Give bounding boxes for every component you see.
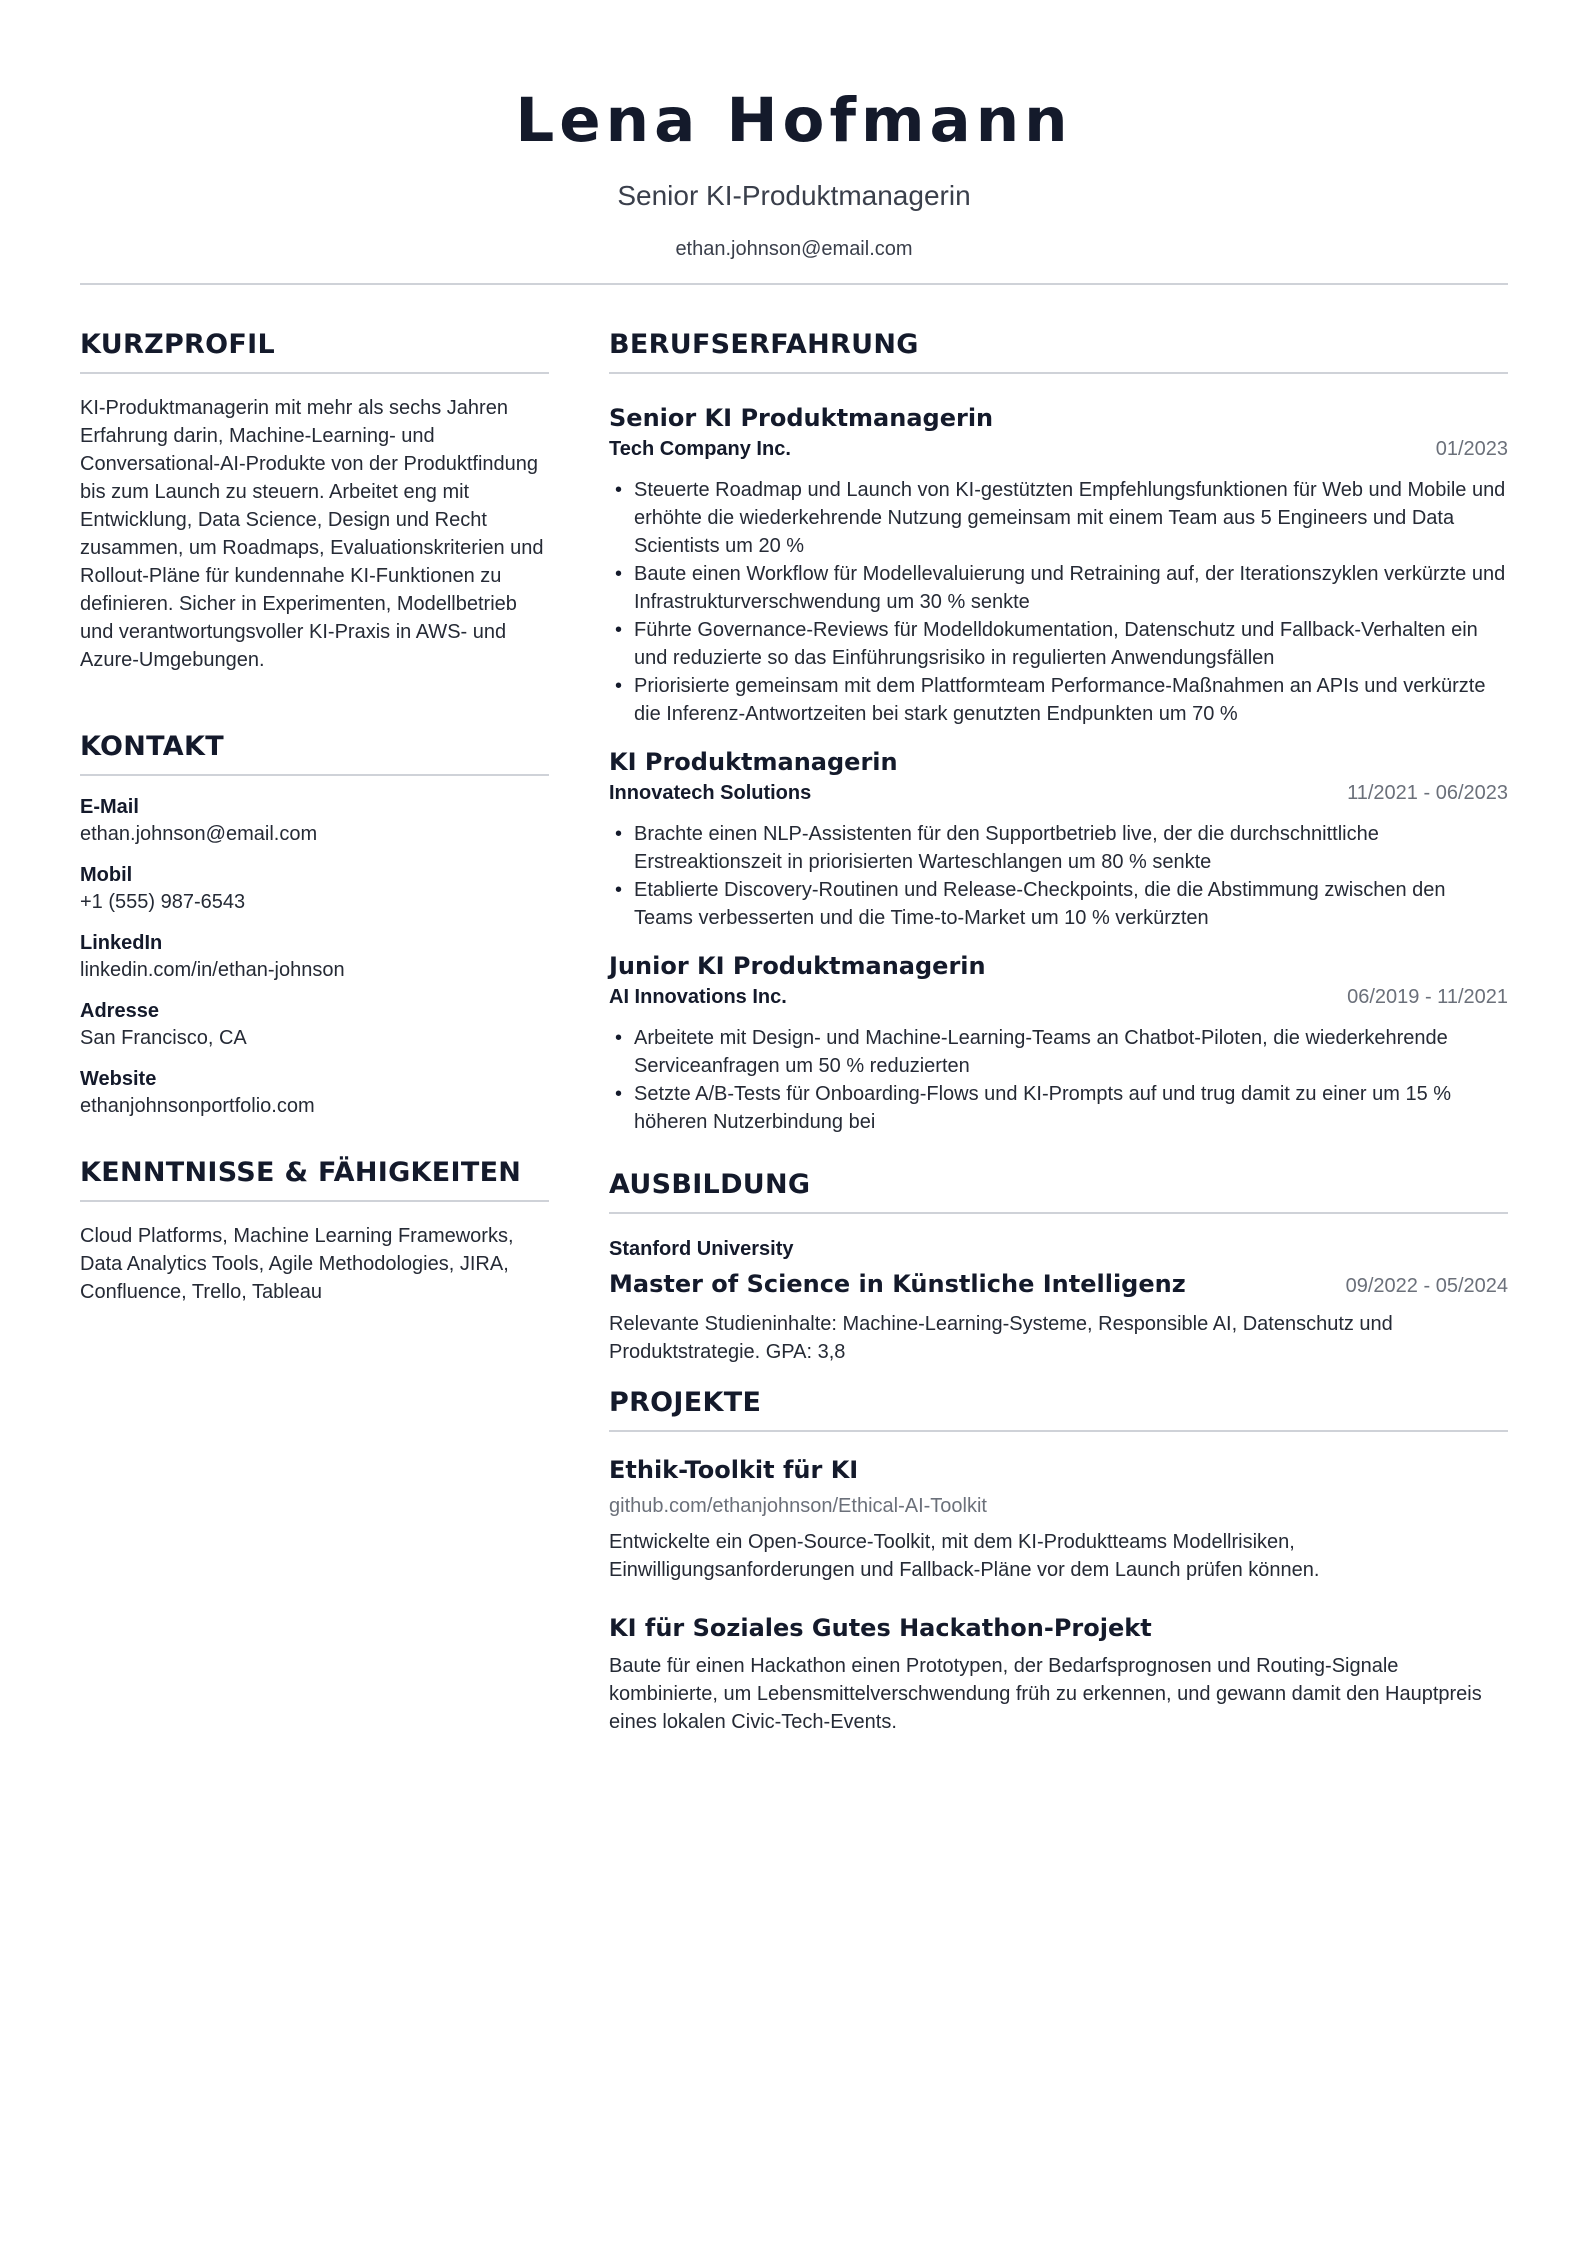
skills-text: Cloud Platforms, Machine Learning Frameworks, Data Analytics Tools, Agile Methodologies, JIRA, Confluence, Trello, Tableau <box>80 1225 514 1303</box>
section-title-skills: KENNTNISSE & FÄHIGKEITEN <box>80 1157 522 1188</box>
header-email: ethan.johnson@email.com <box>675 238 913 260</box>
job-bullets <box>609 476 1508 728</box>
right-column <box>609 322 1508 1736</box>
job-title: Junior KI Produktmanagerin <box>609 952 986 980</box>
section-title-experience: BERUFSERFAHRUNG <box>609 329 919 360</box>
resume-header <box>80 78 1508 262</box>
job-bullet: • Arbeitete mit Design- und Machine-Learning-Teams an Chatbot-Piloten, die wiederkehrende Serviceanfragen um 50 % reduzierten <box>609 1024 1508 1080</box>
section-divider <box>80 1200 549 1202</box>
header-divider <box>80 283 1508 285</box>
contact-item-address <box>80 998 549 1052</box>
skills-section <box>80 1150 549 1306</box>
job-bullet: • Setzte A/B-Tests für Onboarding-Flows und KI-Prompts auf und trug damit zu einer um 15 % höheren Nutzerbindung bei <box>609 1080 1508 1136</box>
project-entry <box>609 1612 1508 1736</box>
job-title: Senior KI Produktmanagerin <box>609 404 994 432</box>
project-entry <box>609 1454 1508 1584</box>
contact-phone-link[interactable]: +1 (555) 987-6543 <box>80 891 246 913</box>
job-date: 11/2021 - 06/2023 <box>1347 782 1508 804</box>
contact-label: E-Mail <box>80 796 139 818</box>
contact-email-link[interactable]: ethan.johnson@email.com <box>80 823 318 845</box>
contact-address: San Francisco, CA <box>80 1027 247 1049</box>
contact-list <box>80 794 549 1120</box>
job-bullet: • Führte Governance-Reviews für Modelldokumentation, Datenschutz und Fallback-Verhalten ein und reduzierte so das Einführungsrisiko in regulierten Anwendungsfällen <box>609 616 1508 672</box>
education-section <box>609 1162 1508 1366</box>
job-bullets <box>609 1024 1508 1136</box>
project-title: Ethik-Toolkit für KI <box>609 1456 859 1484</box>
job-meta <box>609 436 1508 462</box>
job-entry <box>609 402 1508 728</box>
contact-linkedin-link[interactable]: linkedin.com/in/ethan-johnson <box>80 959 345 981</box>
job-company: Innovatech Solutions <box>609 782 812 804</box>
section-divider <box>609 1212 1508 1214</box>
contact-label: Adresse <box>80 1000 159 1022</box>
contact-item-website <box>80 1066 549 1120</box>
job-bullets <box>609 820 1508 932</box>
job-entry <box>609 746 1508 932</box>
contact-item-linkedin <box>80 930 549 984</box>
contact-item-phone <box>80 862 549 916</box>
job-company: AI Innovations Inc. <box>609 986 787 1008</box>
job-title: KI Produktmanagerin <box>609 748 898 776</box>
section-divider <box>80 372 549 374</box>
contact-item-email <box>80 794 549 848</box>
job-company: Tech Company Inc. <box>609 438 791 460</box>
job-bullet: • Brachte einen NLP-Assistenten für den Supportbetrieb live, der die durchschnittliche Erstreaktionszeit in priorisierten Warteschlangen um 80 % senkte <box>609 820 1508 876</box>
contact-label: LinkedIn <box>80 932 163 954</box>
section-title-summary: KURZPROFIL <box>80 329 275 360</box>
section-title-contact: KONTAKT <box>80 731 224 762</box>
job-bullet: • Etablierte Discovery-Routinen und Release-Checkpoints, die die Abstimmung zwischen den Teams verbesserten und die Time-to-Market um 10 % verkürzten <box>609 876 1508 932</box>
contact-section <box>80 724 549 1120</box>
job-bullet: • Priorisierte gemeinsam mit dem Plattformteam Performance-Maßnahmen an APIs und verkürzte die Inferenz-Antwortzeiten bei stark genutzten Endpunkten um 70 % <box>609 672 1508 728</box>
section-divider <box>609 372 1508 374</box>
left-column <box>80 322 549 1306</box>
section-divider <box>80 774 549 776</box>
candidate-headline: Senior KI-Produktmanagerin <box>617 180 971 211</box>
job-date: 06/2019 - 11/2021 <box>1347 986 1508 1008</box>
contact-label: Website <box>80 1068 157 1090</box>
education-date: 09/2022 - 05/2024 <box>1345 1275 1508 1297</box>
education-details: Relevante Studieninhalte: Machine-Learning-Systeme, Responsible AI, Datenschutz und Produktstrategie. GPA: 3,8 <box>609 1313 1393 1363</box>
project-title: KI für Soziales Gutes Hackathon-Projekt <box>609 1614 1152 1642</box>
education-row <box>609 1268 1508 1300</box>
job-entry <box>609 950 1508 1136</box>
contact-label: Mobil <box>80 864 133 886</box>
contact-website-link[interactable]: ethanjohnsonportfolio.com <box>80 1095 315 1117</box>
job-meta <box>609 984 1508 1010</box>
projects-section <box>609 1380 1508 1736</box>
job-bullet: • Steuerte Roadmap und Launch von KI-gestützten Empfehlungsfunktionen für Web und Mobile und erhöhte die wiederkehrende Nutzung gemeinsam mit einem Team aus 5 Engineers und Data Scientists um 20 % <box>609 476 1508 560</box>
summary-text: KI-Produktmanagerin mit mehr als sechs Jahren Erfahrung darin, Machine-Learning- und Conversational-AI-Produkte von der Produktfindung bis zum Launch zu steuern. Arbeitet eng mit Entwicklung, Data Science, Design und Recht zusammen, um Roadmaps, Evaluationskriterien und Rollout-Pläne für kundennahe KI-Funktionen zu definieren. Sicher in Experimenten, Modellbetrieb und verantwortungsvoller KI-Praxis in AWS- und Azure-Umgebungen. <box>80 397 544 671</box>
project-description: Baute für einen Hackathon einen Prototypen, der Bedarfsprognosen und Routing-Signale kombinierte, um Lebensmittelverschwendung früh zu erkennen, und gewann damit den Hauptpreis eines lokalen Civic-Tech-Events. <box>609 1655 1482 1733</box>
job-meta <box>609 780 1508 806</box>
section-divider <box>609 1430 1508 1432</box>
project-link[interactable]: github.com/ethanjohnson/Ethical-AI-Toolkit <box>609 1495 987 1517</box>
summary-section <box>80 322 549 674</box>
experience-section <box>609 322 1508 1136</box>
section-title-education: AUSBILDUNG <box>609 1169 811 1200</box>
job-bullet: • Baute einen Workflow für Modellevaluierung und Retraining auf, der Iterationszyklen verkürzte und Infrastrukturverschwendung um 30 % senkte <box>609 560 1508 616</box>
education-degree: Master of Science in Künstliche Intelligenz <box>609 1270 1186 1298</box>
candidate-name: Lena Hofmann <box>515 85 1073 156</box>
education-school: Stanford University <box>609 1238 794 1260</box>
section-title-projects: PROJEKTE <box>609 1387 762 1418</box>
project-description: Entwickelte ein Open-Source-Toolkit, mit dem KI-Produktteams Modellrisiken, Einwilligungsanforderungen und Fallback-Pläne vor dem Launch prüfen können. <box>609 1531 1320 1581</box>
job-date: 01/2023 <box>1435 438 1508 460</box>
